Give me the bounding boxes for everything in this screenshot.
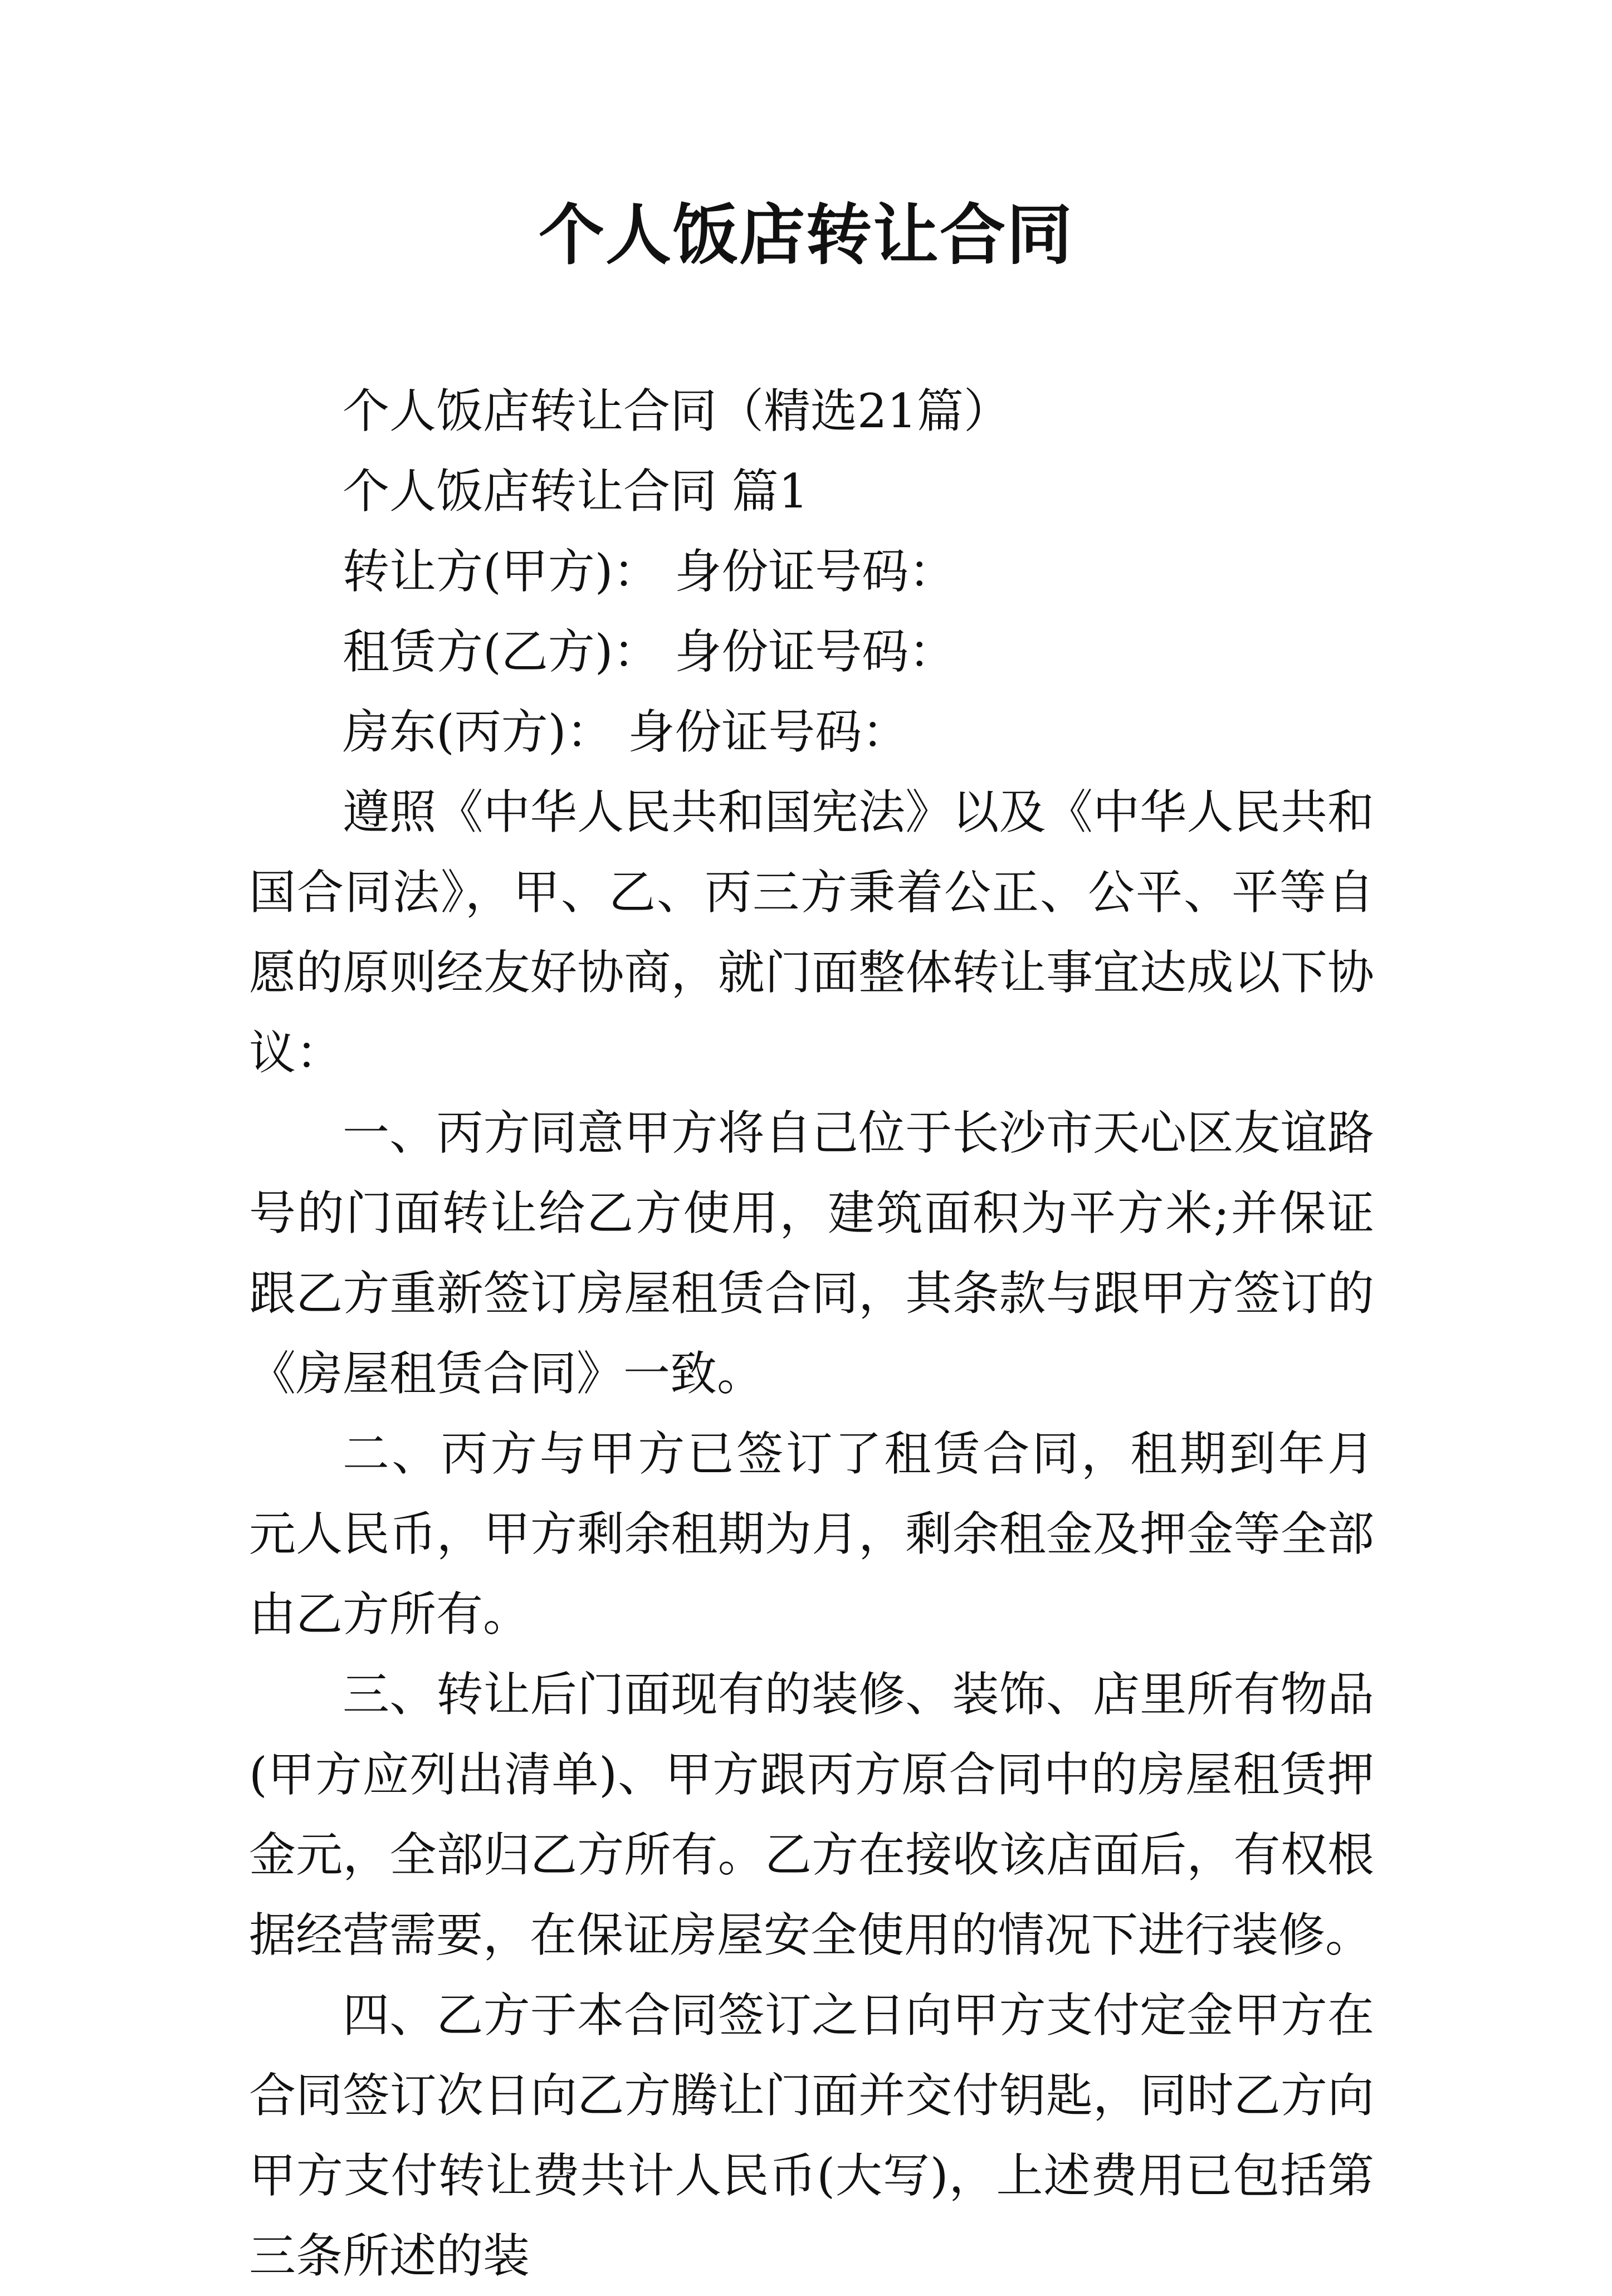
paragraph-clause-3: 三、转让后门面现有的装修、装饰、店里所有物品(甲方应列出清单)、甲方跟丙方原合同中的房屋租赁押金元，全部归乙方所有。乙方在接收该店面后，有权根据经营需要，在保证房屋安全使用的情况下进行装修。 <box>249 1667 1374 1962</box>
party-line-transferor: 转让方(甲方)： 身份证号码： <box>343 544 956 599</box>
paragraph-clause-1: 一、丙方同意甲方将自己位于长沙市天心区友谊路号的门面转让给乙方使用，建筑面积为平方米;并保证跟乙方重新签订房屋租赁合同，其条款与跟甲方签订的《房屋租赁合同》一致。 <box>249 1106 1374 1401</box>
section-heading: 个人饭店转让合同 篇1 <box>343 464 809 519</box>
document-title: 个人饭店转让合同 <box>538 196 1073 273</box>
document-subtitle: 个人饭店转让合同（精选21篇） <box>343 384 1010 438</box>
document-body <box>249 371 1374 2296</box>
paragraph-clause-2: 二、丙方与甲方已签订了租赁合同，租期到年月 元人民币，甲方剩余租期为月，剩余租金及押金等全部由乙方所有。 <box>249 1427 1374 1642</box>
party-line-landlord: 房东(丙方)： 身份证号码： <box>343 705 909 759</box>
party-line-lessee: 租赁方(乙方)： 身份证号码： <box>343 624 956 679</box>
paragraph-clause-4: 四、乙方于本合同签订之日向甲方支付定金甲方在合同签订次日向乙方腾让门面并交付钥匙，同时乙方向甲方支付转让费共计人民币(大写)，上述费用已包括第三条所述的装 <box>249 1988 1374 2283</box>
paragraph-preamble: 遵照《中华人民共和国宪法》以及《中华人民共和国合同法》，甲、乙、丙三方秉着公正、公平、平等自愿的原则经友好协商，就门面整体转让事宜达成以下协议： <box>249 785 1374 1080</box>
